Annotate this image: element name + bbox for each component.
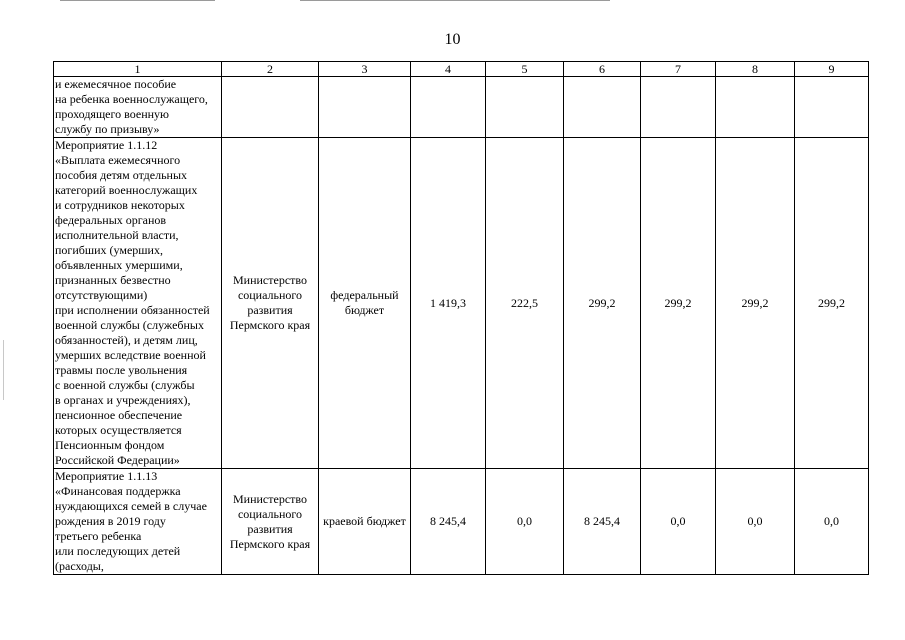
amount-cell: [564, 77, 641, 138]
amount-cell: [795, 77, 869, 138]
responsible-organization: [222, 77, 319, 138]
amount-cell: 0,0: [716, 469, 795, 575]
table-row: [54, 469, 869, 575]
funding-source: краевой бюджет: [319, 469, 411, 575]
table-row: [54, 138, 869, 469]
amount-cell: [641, 77, 716, 138]
column-number: 9: [795, 62, 869, 77]
amount-cell: 8 245,4: [564, 469, 641, 575]
amount-cell: 299,2: [716, 138, 795, 469]
column-number: 2: [222, 62, 319, 77]
amount-cell: 0,0: [641, 469, 716, 575]
table-row: [54, 77, 869, 138]
column-number: 6: [564, 62, 641, 77]
column-number: 1: [54, 62, 222, 77]
amount-cell: 299,2: [795, 138, 869, 469]
amount-cell: 222,5: [486, 138, 564, 469]
scan-margin-mark: [3, 340, 4, 400]
amount-cell: 1 419,3: [411, 138, 486, 469]
measure-description: Мероприятие 1.1.13 «Финансовая поддержка нуждающихся семей в случае рождения в 2019 году третьего ребенка или последующих детей (расходы,: [54, 469, 222, 575]
column-number-row: [54, 62, 869, 77]
column-number: 5: [486, 62, 564, 77]
amount-cell: 299,2: [641, 138, 716, 469]
scan-edge-line: [300, 0, 610, 1]
column-number: 7: [641, 62, 716, 77]
amount-cell: 8 245,4: [411, 469, 486, 575]
column-number: 3: [319, 62, 411, 77]
column-number: 4: [411, 62, 486, 77]
amount-cell: [411, 77, 486, 138]
amount-cell: 0,0: [795, 469, 869, 575]
scan-edge-line: [60, 0, 215, 1]
responsible-organization: Министерство социального развития Пермского края: [222, 138, 319, 469]
amount-cell: 299,2: [564, 138, 641, 469]
measure-description: и ежемесячное пособие на ребенка военнослужащего, проходящего военную службу по призыву»: [54, 77, 222, 138]
amount-cell: [486, 77, 564, 138]
funding-source: [319, 77, 411, 138]
responsible-organization: Министерство социального развития Пермского края: [222, 469, 319, 575]
amount-cell: [716, 77, 795, 138]
program-measures-table: [53, 61, 869, 575]
column-number: 8: [716, 62, 795, 77]
funding-source: федеральный бюджет: [319, 138, 411, 469]
measure-description: Мероприятие 1.1.12 «Выплата ежемесячного пособия детям отдельных категорий военнослужащих и сотрудников некоторых федеральных органов исполнительной власти, погибших (умерших, объявленных умершими, признанных безвестно отсутствующими) при исполнении обязанностей военной службы (служебных обязанностей), и детям лиц, умерших вследствие военной травмы после увольнения с военной службы (службы в органах и учреждениях), пенсионное обеспечение которых осуществляется Пенсионным фондом Российской Федерации»: [54, 138, 222, 469]
page-number: 10: [444, 31, 461, 48]
amount-cell: 0,0: [486, 469, 564, 575]
